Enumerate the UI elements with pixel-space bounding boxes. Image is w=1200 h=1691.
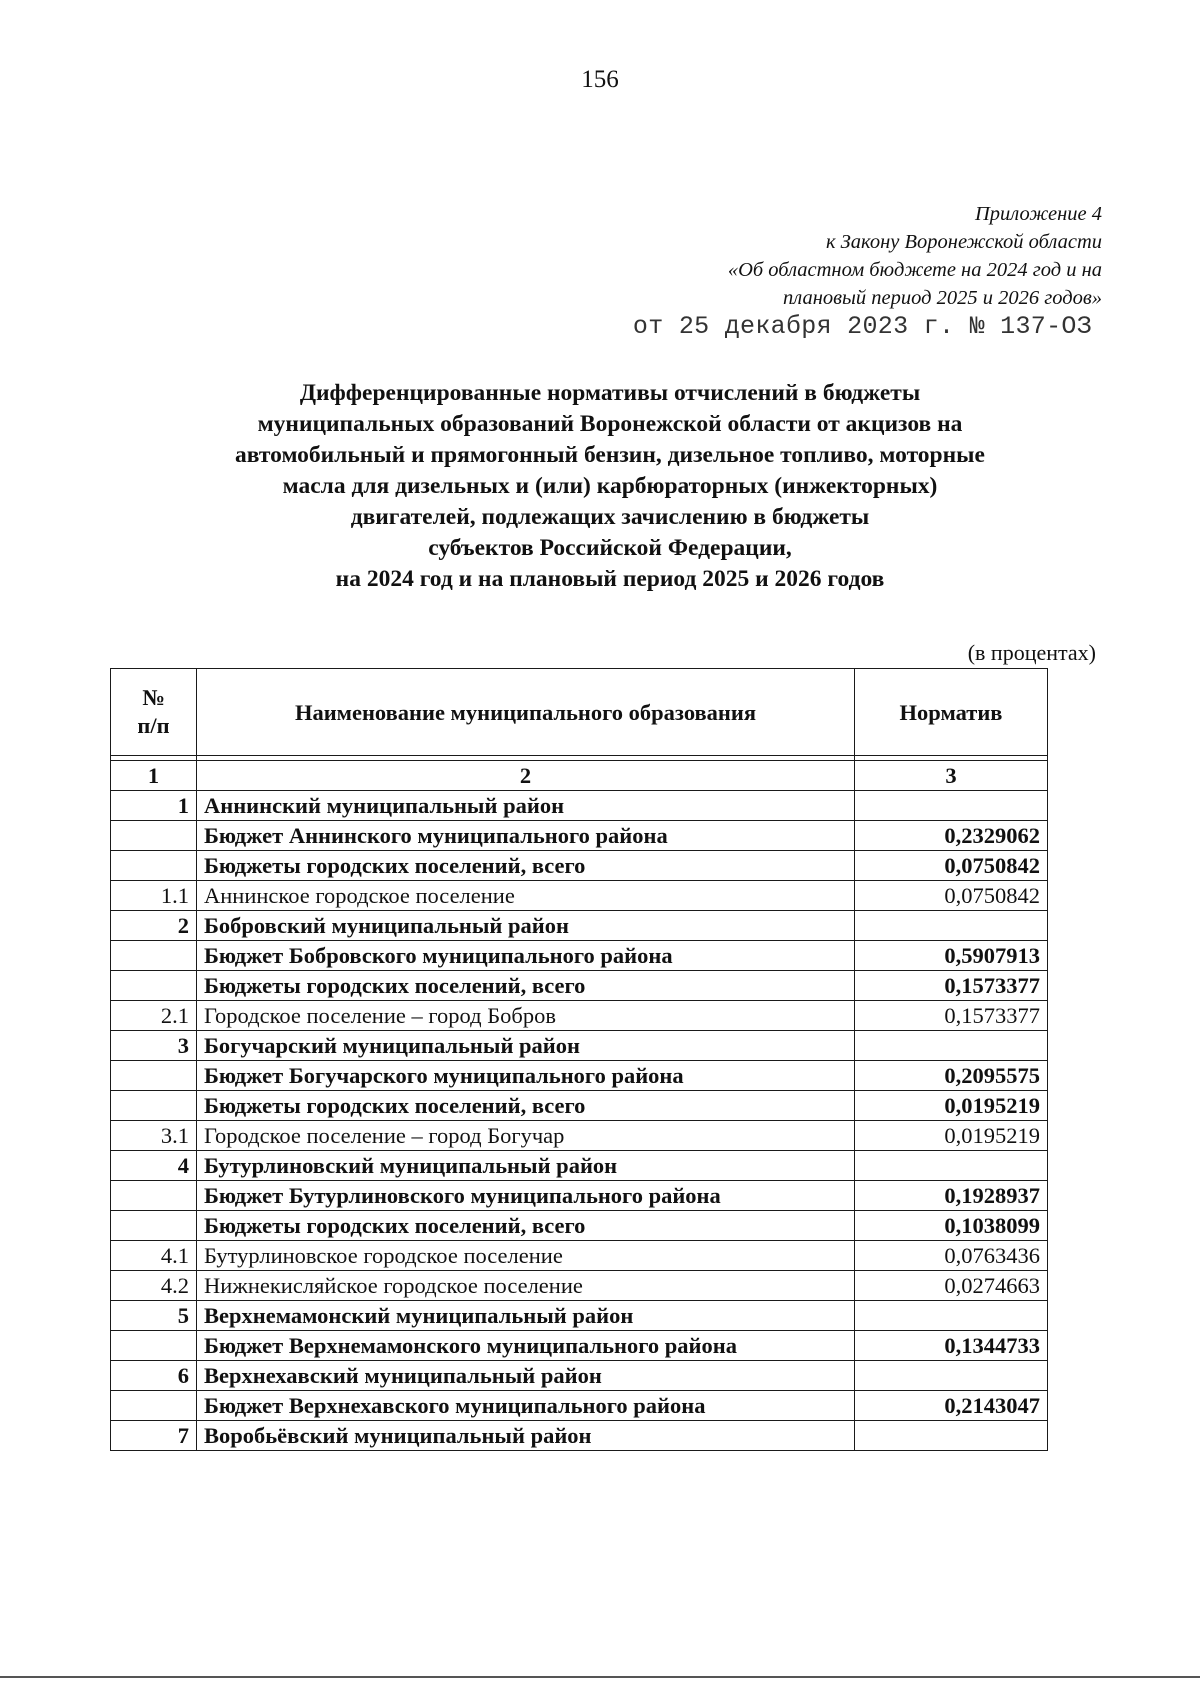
row-name: Бюджеты городских поселений, всего	[197, 851, 855, 881]
table-row	[111, 1331, 1048, 1361]
table-row	[111, 1211, 1048, 1241]
row-value: 0,2143047	[855, 1391, 1048, 1421]
table-row	[111, 1301, 1048, 1331]
table-row	[111, 911, 1048, 941]
title-line: автомобильный и прямогонный бензин, дизельное топливо, моторные	[235, 442, 985, 468]
row-name: Бюджет Верхнехавского муниципального района	[197, 1391, 855, 1421]
row-value: 0,1928937	[855, 1181, 1048, 1211]
table-row	[111, 1091, 1048, 1121]
row-number	[111, 1391, 197, 1421]
row-number: 5	[111, 1301, 197, 1331]
title-line: двигателей, подлежащих зачислению в бюджеты	[350, 504, 870, 530]
row-value: 0,0195219	[855, 1091, 1048, 1121]
row-value: 0,2329062	[855, 821, 1048, 851]
row-number	[111, 821, 197, 851]
row-number: 4.1	[111, 1241, 197, 1271]
row-value: 0,2095575	[855, 1061, 1048, 1091]
appendix-line: «Об областном бюджете на 2024 год и на	[727, 259, 1102, 281]
appendix-line: плановый период 2025 и 2026 годов»	[783, 287, 1102, 309]
row-name: Бюджет Аннинского муниципального района	[197, 821, 855, 851]
row-number	[111, 941, 197, 971]
header-number	[111, 669, 197, 756]
row-value: 0,0750842	[855, 881, 1048, 911]
row-name: Бюджет Верхнемамонского муниципального района	[197, 1331, 855, 1361]
row-number: 6	[111, 1361, 197, 1391]
table-row	[111, 1241, 1048, 1271]
table-row	[111, 1361, 1048, 1391]
row-name: Бобровский муниципальный район	[197, 911, 855, 941]
row-number: 4	[111, 1151, 197, 1181]
row-value: 0,0763436	[855, 1241, 1048, 1271]
row-value: 0,0750842	[855, 851, 1048, 881]
row-value	[855, 911, 1048, 941]
row-number: 2.1	[111, 1001, 197, 1031]
row-name: Аннинский муниципальный район	[197, 791, 855, 821]
column-number-row	[111, 761, 1048, 791]
row-value	[855, 1031, 1048, 1061]
table-row	[111, 821, 1048, 851]
row-number	[111, 1211, 197, 1241]
row-number	[111, 851, 197, 881]
header-name: Наименование муниципального образования	[197, 669, 855, 756]
row-number: 1.1	[111, 881, 197, 911]
table-row	[111, 971, 1048, 1001]
row-name: Бюджет Богучарского муниципального района	[197, 1061, 855, 1091]
table-row	[111, 1391, 1048, 1421]
row-name: Нижнекисляйское городское поселение	[197, 1271, 855, 1301]
title-line: субъектов Российской Федерации,	[428, 535, 792, 561]
title-line: масла для дизельных и (или) карбюраторных (инжекторных)	[282, 473, 938, 499]
row-name: Бюджеты городских поселений, всего	[197, 971, 855, 1001]
norms-table	[110, 668, 1048, 1451]
row-number	[111, 1331, 197, 1361]
row-name: Бюджеты городских поселений, всего	[197, 1211, 855, 1241]
table-row	[111, 791, 1048, 821]
column-number: 2	[197, 761, 855, 791]
row-value: 0,1573377	[855, 971, 1048, 1001]
header-number-abbr: п/п	[137, 713, 170, 738]
row-value	[855, 1421, 1048, 1451]
row-number: 3	[111, 1031, 197, 1061]
row-name: Бутурлиновский муниципальный район	[197, 1151, 855, 1181]
table-row	[111, 1151, 1048, 1181]
row-name: Городское поселение – город Бобров	[197, 1001, 855, 1031]
row-number: 1	[111, 791, 197, 821]
units-note: (в процентах)	[967, 640, 1096, 665]
row-number: 7	[111, 1421, 197, 1451]
table-row	[111, 1031, 1048, 1061]
row-number: 4.2	[111, 1271, 197, 1301]
row-value: 0,5907913	[855, 941, 1048, 971]
table-row	[111, 941, 1048, 971]
scan-edge-line	[0, 1676, 1200, 1678]
row-value: 0,1573377	[855, 1001, 1048, 1031]
table-row	[111, 1121, 1048, 1151]
row-number	[111, 971, 197, 1001]
header-number-sign: №	[142, 685, 165, 710]
table-row	[111, 1181, 1048, 1211]
row-value	[855, 1361, 1048, 1391]
header-value: Норматив	[855, 669, 1048, 756]
title-line: муниципальных образований Воронежской области от акцизов на	[257, 411, 963, 437]
table-row	[111, 851, 1048, 881]
row-name: Верхнехавский муниципальный район	[197, 1361, 855, 1391]
column-number: 3	[855, 761, 1048, 791]
row-name: Бутурлиновское городское поселение	[197, 1241, 855, 1271]
table-row	[111, 1271, 1048, 1301]
table-row	[111, 1001, 1048, 1031]
appendix-line: Приложение 4	[974, 203, 1102, 225]
row-name: Бюджеты городских поселений, всего	[197, 1091, 855, 1121]
row-value	[855, 1301, 1048, 1331]
row-value	[855, 1151, 1048, 1181]
page-number: 156	[581, 66, 619, 93]
table-row	[111, 881, 1048, 911]
appendix-reference	[542, 200, 1102, 312]
document-title	[110, 378, 1110, 595]
row-number: 2	[111, 911, 197, 941]
row-name: Бюджет Бобровского муниципального района	[197, 941, 855, 971]
table-row	[111, 1061, 1048, 1091]
row-name: Воробьёвский муниципальный район	[197, 1421, 855, 1451]
column-number: 1	[111, 761, 197, 791]
row-number	[111, 1181, 197, 1211]
row-name: Богучарский муниципальный район	[197, 1031, 855, 1061]
row-number	[111, 1091, 197, 1121]
row-name: Верхнемамонский муниципальный район	[197, 1301, 855, 1331]
row-value: 0,1038099	[855, 1211, 1048, 1241]
title-line: Дифференцированные нормативы отчислений в бюджеты	[299, 380, 921, 406]
row-name: Бюджет Бутурлиновского муниципального района	[197, 1181, 855, 1211]
row-value: 0,0274663	[855, 1271, 1048, 1301]
law-date-stamp: от 25 декабря 2023 г. № 137-ОЗ	[632, 312, 1092, 341]
row-value: 0,1344733	[855, 1331, 1048, 1361]
row-number: 3.1	[111, 1121, 197, 1151]
table-header-row	[111, 669, 1048, 756]
row-number	[111, 1061, 197, 1091]
row-name: Городское поселение – город Богучар	[197, 1121, 855, 1151]
row-value	[855, 791, 1048, 821]
row-name: Аннинское городское поселение	[197, 881, 855, 911]
row-value: 0,0195219	[855, 1121, 1048, 1151]
appendix-line: к Закону Воронежской области	[825, 231, 1102, 253]
title-line: на 2024 год и на плановый период 2025 и 2026 годов	[335, 566, 885, 592]
table-row	[111, 1421, 1048, 1451]
